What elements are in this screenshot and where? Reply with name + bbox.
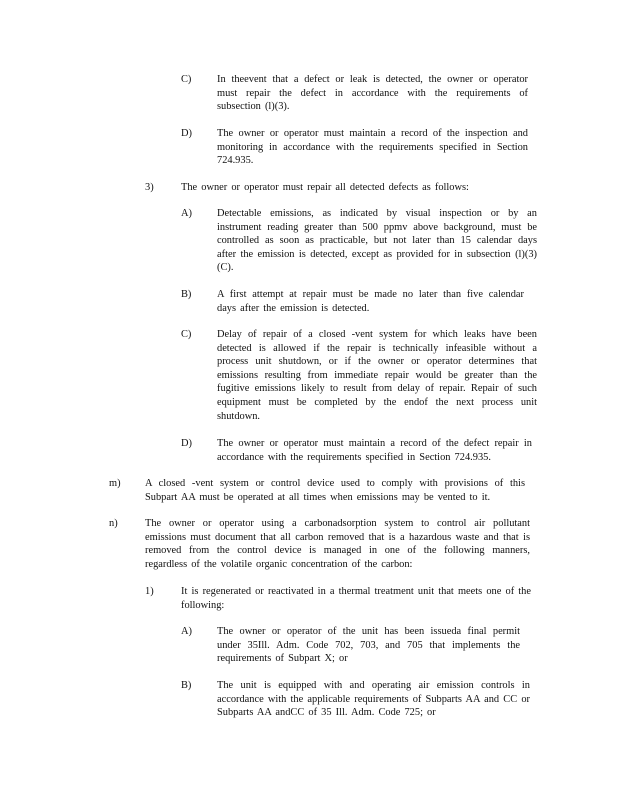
paragraph-marker: 1) [145,586,154,597]
paragraph-marker: C) [181,74,192,85]
paragraph-text: Detectable emissions, as indicated by visual inspection or by an instrument reading greater than 500 ppmv above background, must be controlled as soon as practicable, but not later than 15 calendar days after the emission is detected, except as provided for in subsection (l)(3)(C). [217,208,537,274]
paragraph-marker: B) [181,680,192,691]
paragraph-marker: C) [181,329,192,340]
paragraph-marker: D) [181,438,192,449]
paragraph-text: The owner or operator must maintain a record of the inspection and monitoring in accordance with the requirements specified in Section 724.935. [217,128,528,167]
paragraph-text: In theevent that a defect or leak is detected, the owner or operator must repair the defect in accordance with the requirements of subsection (l)(3). [217,74,528,113]
paragraph-marker: A) [181,208,192,219]
paragraph-text: It is regenerated or reactivated in a thermal treatment unit that meets one of the following: [181,586,531,611]
paragraph-text: The owner or operator using a carbonadsorption system to control air pollutant emissions must document that all carbon removed that is a hazardous waste and that is removed from the control device is managed in one of the following manners, regardless of the volatile organic concentration of the carbon: [145,518,530,570]
paragraph-marker: B) [181,289,192,300]
paragraph-marker: n) [109,518,118,529]
paragraph-text: The owner or operator must repair all detected defects as follows: [181,182,469,193]
paragraph-marker: m) [109,478,121,489]
paragraph-marker: D) [181,128,192,139]
paragraph-text: Delay of repair of a closed -vent system for which leaks have been detected is allowed if the repair is technically infeasible without a process unit shutdown, or if the owner or operator determines that emissions resulting from immediate repair would be greater than the fugitive emissions likely to result from delay of repair. Repair of such equipment must be completed by the endof the next process unit shutdown. [217,329,537,422]
paragraph-text: The owner or operator must maintain a record of the defect repair in accordance with the requirements specified in Section 724.935. [217,438,532,463]
paragraph-text: A closed -vent system or control device used to comply with provisions of this Subpart AA must be operated at all times when emissions may be vented to it. [145,478,525,503]
paragraph-text: A first attempt at repair must be made no later than five calendar days after the emission is detected. [217,289,524,314]
paragraph-marker: A) [181,626,192,637]
paragraph-marker: 3) [145,182,154,193]
paragraph-text: The owner or operator of the unit has been issueda final permit under 35Ill. Adm. Code 702, 703, and 705 that implements the requirements of Subpart X; or [217,626,520,665]
paragraph-text: The unit is equipped with and operating air emission controls in accordance with the applicable requirements of Subparts AA and CC or Subparts AA andCC of 35 Ill. Adm. Code 725; or [217,680,530,719]
